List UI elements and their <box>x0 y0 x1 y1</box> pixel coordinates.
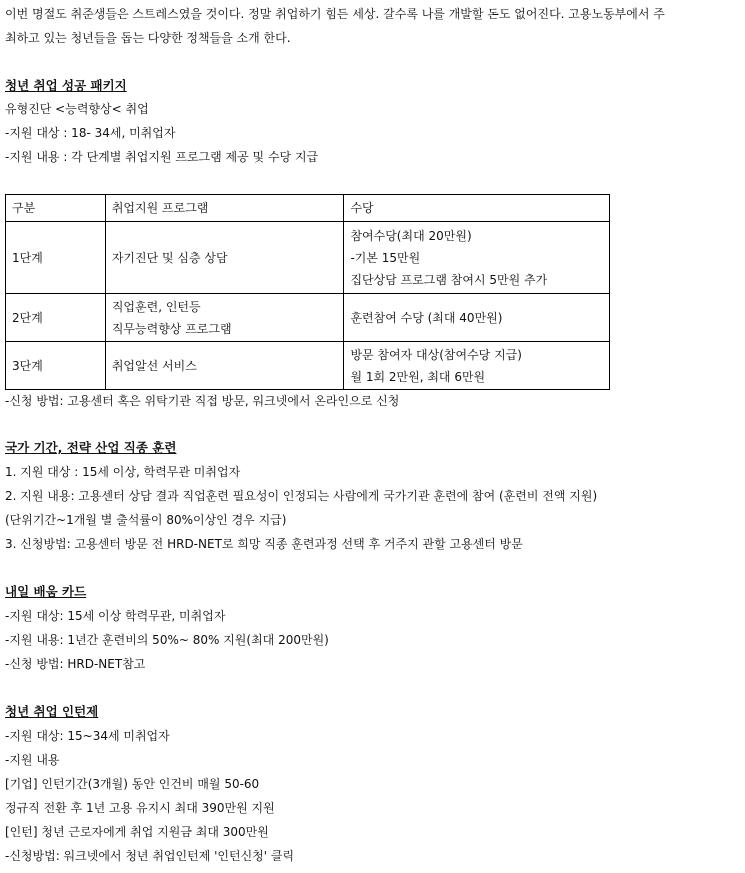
section-4-line-2: -지원 내용 <box>5 753 60 767</box>
table-cell-allowance <box>344 222 610 294</box>
program-line: 자기진단 및 심층 상담 <box>111 250 228 265</box>
section-2-line-3: (단위기간~1개월 별 출석률이 80%이상인 경우 지급) <box>5 513 287 527</box>
section-1-line-2: -지원 대상 : 18- 34세, 미취업자 <box>5 126 176 140</box>
allowance-line: 방문 참여자 대상(참여수당 지급) <box>350 347 522 362</box>
table-header-row <box>6 195 610 222</box>
section-4-line-6: -신청방법: 워크넷에서 청년 취업인턴제 '인턴신청' 클릭 <box>5 849 295 863</box>
section-1-apply: -신청 방법: 고용센터 혹은 위탁기관 직접 방문, 워크넷에서 온라인으로 신청 <box>5 394 400 408</box>
table-header-program: 취업지원 프로그램 <box>105 195 344 222</box>
section-1-line-3: -지원 내용 : 각 단계별 취업지원 프로그램 제공 및 수당 지급 <box>5 150 319 164</box>
section-1-title: 청년 취업 성공 패키지 <box>5 78 127 93</box>
allowance-line: 집단상담 프로그램 참여시 5만원 추가 <box>350 272 548 287</box>
section-4-line-4: 정규직 전환 후 1년 고용 유지시 최대 390만원 지원 <box>5 801 275 815</box>
section-3-line-2: -지원 내용: 1년간 훈련비의 50%~ 80% 지원(최대 200만원) <box>5 633 329 647</box>
table-cell-stage: 3단계 <box>6 342 106 390</box>
section-2-title: 국가 기간, 전략 산업 직종 훈련 <box>5 440 177 455</box>
table-cell-program <box>105 222 344 294</box>
table-row <box>6 342 610 390</box>
section-4-title: 청년 취업 인턴제 <box>5 704 99 719</box>
table-header-allowance: 수당 <box>344 195 610 222</box>
table-cell-stage: 2단계 <box>6 294 106 342</box>
table-row <box>6 222 610 294</box>
table-cell-program <box>105 294 344 342</box>
section-4-line-3: [기업] 인턴기간(3개월) 동안 인건비 매월 50-60 <box>5 777 260 791</box>
table-cell-program <box>105 342 344 390</box>
section-3-line-3: -신청 방법: HRD-NET참고 <box>5 657 146 671</box>
program-table <box>5 194 610 390</box>
section-2-line-2: 2. 지원 내용: 고용센터 상담 결과 직업훈련 필요성이 인정되는 사람에게 국가기관 훈련에 참여 (훈련비 전액 지원) <box>5 489 598 503</box>
program-line: 직업훈련, 인턴등 <box>111 299 201 314</box>
table-cell-allowance <box>344 342 610 390</box>
table-row <box>6 294 610 342</box>
section-3-line-1: -지원 대상: 15세 이상 학력무관, 미취업자 <box>5 609 226 623</box>
section-2-line-4: 3. 신청방법: 고용센터 방문 전 HRD-NET로 희망 직종 훈련과정 선택 후 거주지 관할 고용센터 방문 <box>5 537 523 551</box>
intro-line-2: 최하고 있는 청년들을 돕는 다양한 정책들을 소개 한다. <box>5 31 291 45</box>
section-4-line-1: -지원 대상: 15~34세 미취업자 <box>5 729 170 743</box>
section-1-line-1: 유형진단 <능력향상< 취업 <box>5 102 149 116</box>
table-cell-allowance <box>344 294 610 342</box>
section-4-line-5: [인턴] 청년 근로자에게 취업 지원금 최대 300만원 <box>5 825 269 839</box>
section-2-line-1: 1. 지원 대상 : 15세 이상, 학력무관 미취업자 <box>5 465 241 479</box>
allowance-line: -기본 15만원 <box>350 250 421 265</box>
allowance-line: 훈련참여 수당 (최대 40만원) <box>350 310 503 325</box>
table-cell-stage: 1단계 <box>6 222 106 294</box>
allowance-line: 월 1회 2만원, 최대 6만원 <box>350 369 486 384</box>
section-3-title: 내일 배움 카드 <box>5 584 87 599</box>
program-line: 취업알선 서비스 <box>111 358 197 373</box>
intro-line-1: 이번 명절도 취준생들은 스트레스였을 것이다. 정말 취업하기 힘든 세상. 갈수록 나를 개발할 돈도 없어진다. 고용노동부에서 주 <box>5 7 665 21</box>
program-line: 직무능력향상 프로그램 <box>111 321 232 336</box>
table-header-stage: 구분 <box>6 195 106 222</box>
allowance-line: 참여수당(최대 20만원) <box>350 228 472 243</box>
